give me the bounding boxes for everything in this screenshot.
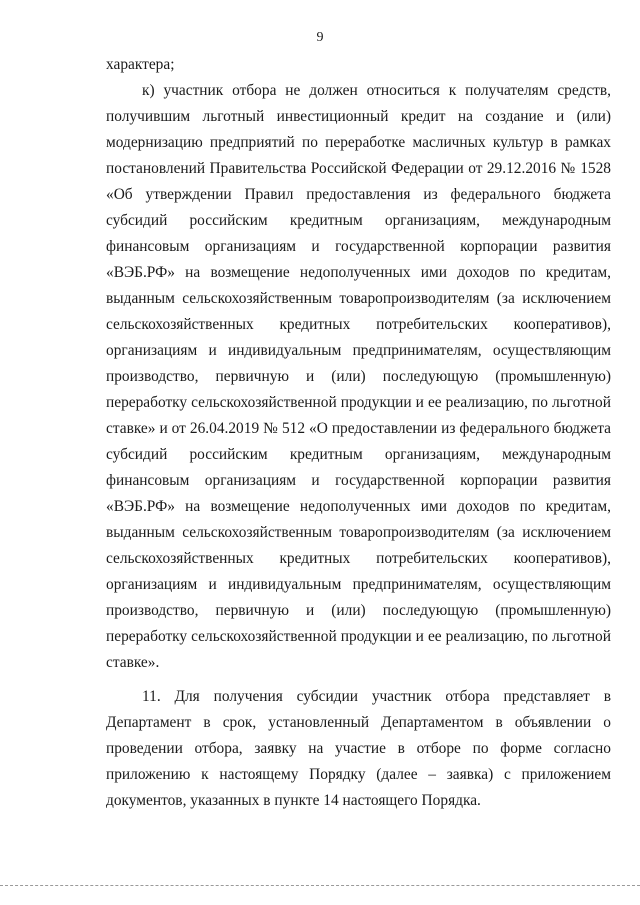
text-line: Департамент в срок, установленный Департаментом в объявлении о: [106, 714, 611, 731]
text-line: модернизацию предприятий по переработке масличных культур в рамках: [106, 134, 611, 151]
text-line: «ВЭБ.РФ» на возмещение недополученных ими доходов по кредитам,: [106, 264, 611, 281]
text-line: «ВЭБ.РФ» на возмещение недополученных ими доходов по кредитам,: [106, 498, 611, 515]
text-line: ставке» и от 26.04.2019 № 512 «О предоставлении из федерального бюджета: [106, 420, 611, 437]
text-line: к) участник отбора не должен относиться к получателям средств,: [142, 82, 611, 99]
text-line: организациям и индивидуальным предпринимателям, осуществляющим: [106, 342, 611, 359]
footer-rule: [0, 885, 640, 887]
text-line: документов, указанных в пункте 14 настоящего Порядка.: [106, 792, 481, 809]
paragraph-item-k: [106, 78, 611, 676]
text-line: организациям и индивидуальным предпринимателям, осуществляющим: [106, 576, 611, 593]
text-line: выданным сельскохозяйственным товаропроизводителям (за исключением: [106, 290, 611, 307]
text-line: приложению к настоящему Порядку (далее – заявка) с приложением: [106, 766, 611, 783]
text-line: переработку сельскохозяйственной продукции и ее реализацию, по льготной: [106, 394, 611, 411]
text-line: 11. Для получения субсидии участник отбора представляет в: [142, 688, 611, 705]
text-line: проведении отбора, заявку на участие в отборе по форме согласно: [106, 740, 611, 757]
document-body: [106, 52, 611, 814]
text-line: производство, первичную и (или) последующую (промышленную): [106, 368, 611, 385]
text-line: производство, первичную и (или) последующую (промышленную): [106, 602, 611, 619]
text-line: субсидий российским кредитным организациям, международным: [106, 212, 611, 229]
text-line: получившим льготный инвестиционный кредит на создание и (или): [106, 108, 611, 125]
text-line: постановлений Правительства Российской Федерации от 29.12.2016 № 1528: [106, 160, 611, 177]
text-line: выданным сельскохозяйственным товаропроизводителям (за исключением: [106, 524, 611, 541]
text-line: сельскохозяйственных кредитных потребительских кооперативов),: [106, 550, 611, 567]
page-number: 9: [316, 30, 324, 45]
text-line: ставке».: [106, 654, 160, 671]
text-line: финансовым организациям и государственной корпорации развития: [106, 472, 611, 489]
paragraph-item-11: [106, 684, 611, 814]
text-line: характера;: [106, 56, 175, 73]
text-line: «Об утверждении Правил предоставления из федерального бюджета: [106, 186, 611, 203]
text-line: субсидий российским кредитным организациям, международным: [106, 446, 611, 463]
text-line: финансовым организациям и государственной корпорации развития: [106, 238, 611, 255]
text-line: переработку сельскохозяйственной продукции и ее реализацию, по льготной: [106, 628, 611, 645]
paragraph-continuation: [106, 52, 611, 78]
text-line: сельскохозяйственных кредитных потребительских кооперативов),: [106, 316, 611, 333]
